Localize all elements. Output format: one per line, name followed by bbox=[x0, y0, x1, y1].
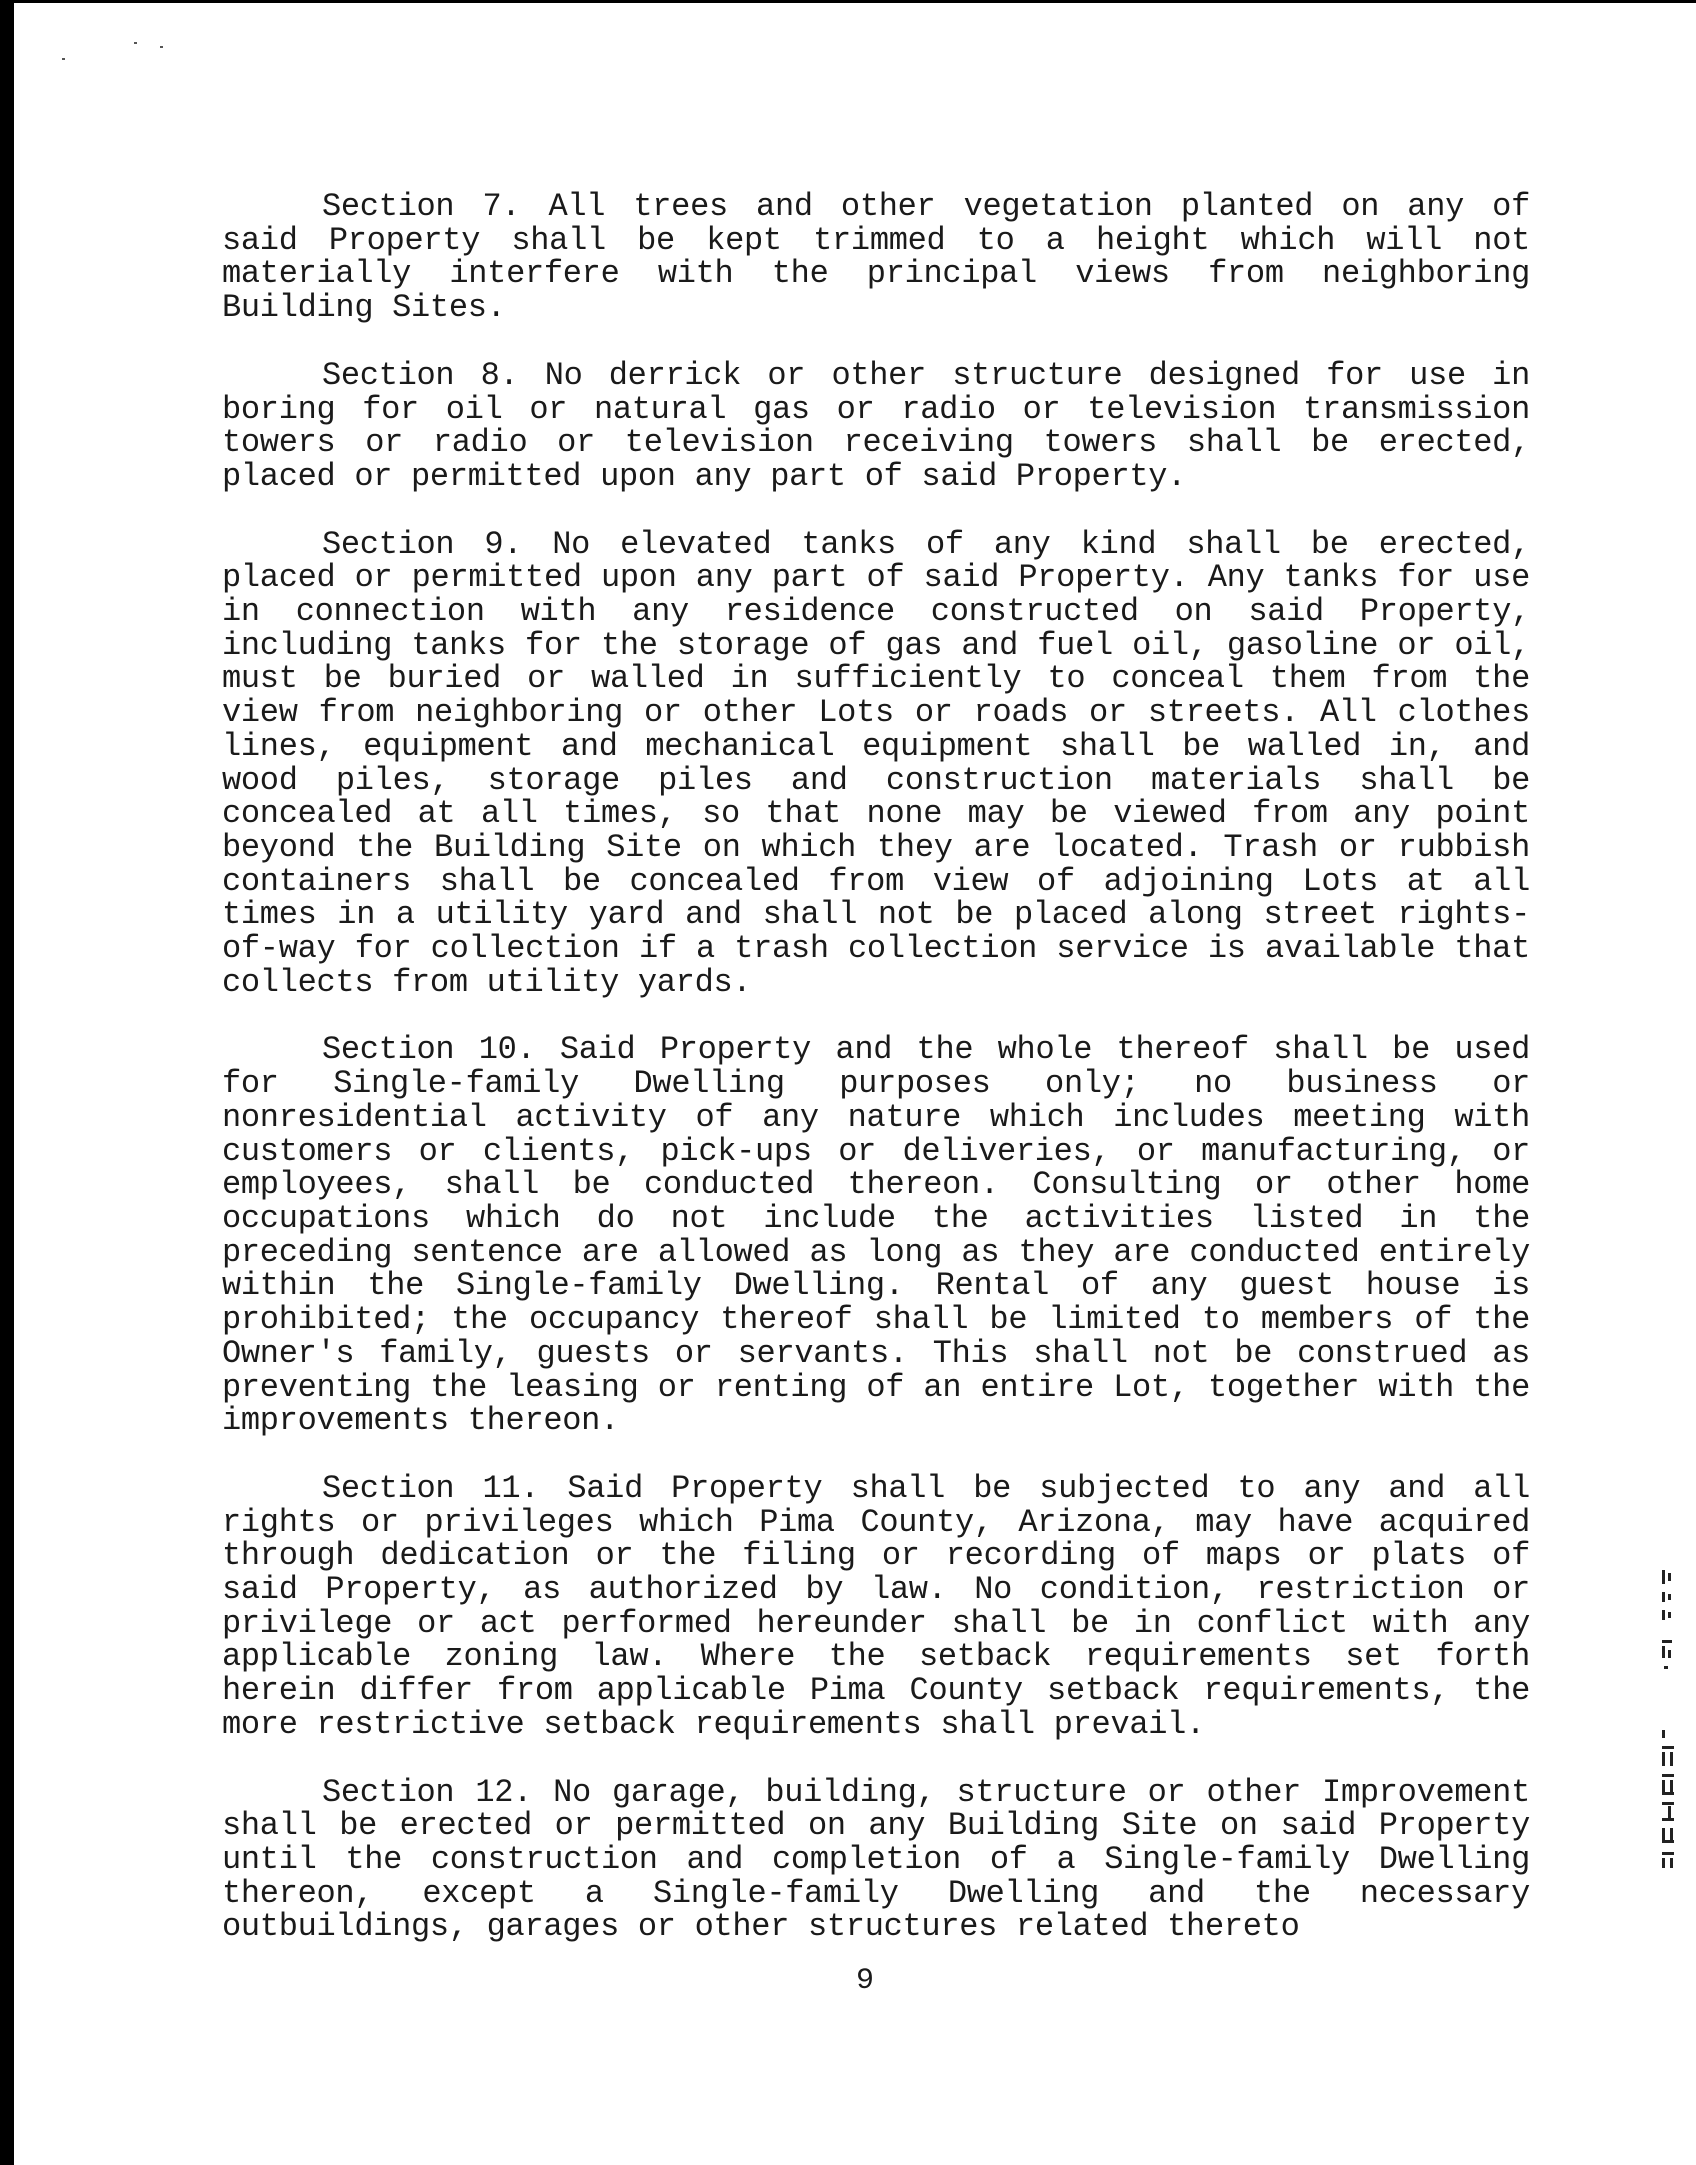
section-9-paragraph: Section 9. No elevated tanks of any kind shall be erected, placed or permitted upon any part of said Property. Any tanks for use in connection with any residence constructed on said Property, including tanks for the storage of gas and fuel oil, gasoline or oil, must be buried or walled in sufficiently to conceal them from the view from neighboring or other Lots or roads or streets. All clothes lines, equipment and mechanical equipment shall be walled in, and wood piles, storage piles and construction materials shall be concealed at all times, so that none may be viewed from any point beyond the Building Site on which they are located. Trash or rubbish containers shall be concealed from view of adjoining Lots at all times in a utility yard and shall not be placed along street rights-of-way for collection if a trash collection service is available that collects from utility yards. bbox=[222, 525, 1530, 1001]
recording-stamp-icon bbox=[1654, 1570, 1680, 1920]
scan-speck bbox=[160, 46, 163, 48]
section-7-paragraph: Section 7. All trees and other vegetation planted on any of said Property shall be kept trimmed to a height which will not materially interfere with the principal views from neighboring Building Sites. bbox=[222, 188, 1530, 327]
scan-speck bbox=[134, 42, 137, 44]
section-8-paragraph: Section 8. No derrick or other structure designed for use in boring for oil or natural gas or radio or television transmission towers or radio or television receiving towers shall be erected, placed or permitted upon any part of said Property. bbox=[222, 356, 1530, 495]
scan-top-edge bbox=[0, 0, 1696, 3]
section-10-paragraph: Section 10. Said Property and the whole thereof shall be used for Single-family Dwelling purposes only; no business or nonresidential activity of any nature which includes meeting with customers or clients, pick-ups or deliveries, or manufacturing, or employees, shall be conducted thereon. Consulting or other home occupations which do not include the activities listed in the preceding sentence are allowed as long as they are conducted entirely within the Single-family Dwelling. Rental of any guest house is prohibited; the occupancy thereof shall be limited to members of the Owner's family, guests or servants. This shall not be construed as preventing the leasing or renting of an entire Lot, together with the improvements thereon. bbox=[222, 1031, 1530, 1440]
section-12-paragraph: Section 12. No garage, building, structure or other Improvement shall be erected or permitted on any Building Site on said Property until the construction and completion of a Single-family Dwelling thereon, except a Single-family Dwelling and the necessary outbuildings, garages or other structures related thereto bbox=[222, 1773, 1530, 1946]
section-11-paragraph: Section 11. Said Property shall be subjected to any and all rights or privileges which Pima County, Arizona, may have acquired through dedication or the filing or recording of maps or plats of said Property, as authorized by law. No condition, restriction or privilege or act performed hereunder shall be in conflict with any applicable zoning law. Where the setback requirements set forth herein differ from applicable Pima County setback requirements, the more restrictive setback requirements shall prevail. bbox=[222, 1469, 1530, 1743]
scan-left-edge bbox=[0, 0, 14, 2165]
document-body bbox=[222, 190, 1530, 1944]
page-number: 9 bbox=[855, 1964, 874, 1998]
scan-speck bbox=[62, 58, 65, 60]
